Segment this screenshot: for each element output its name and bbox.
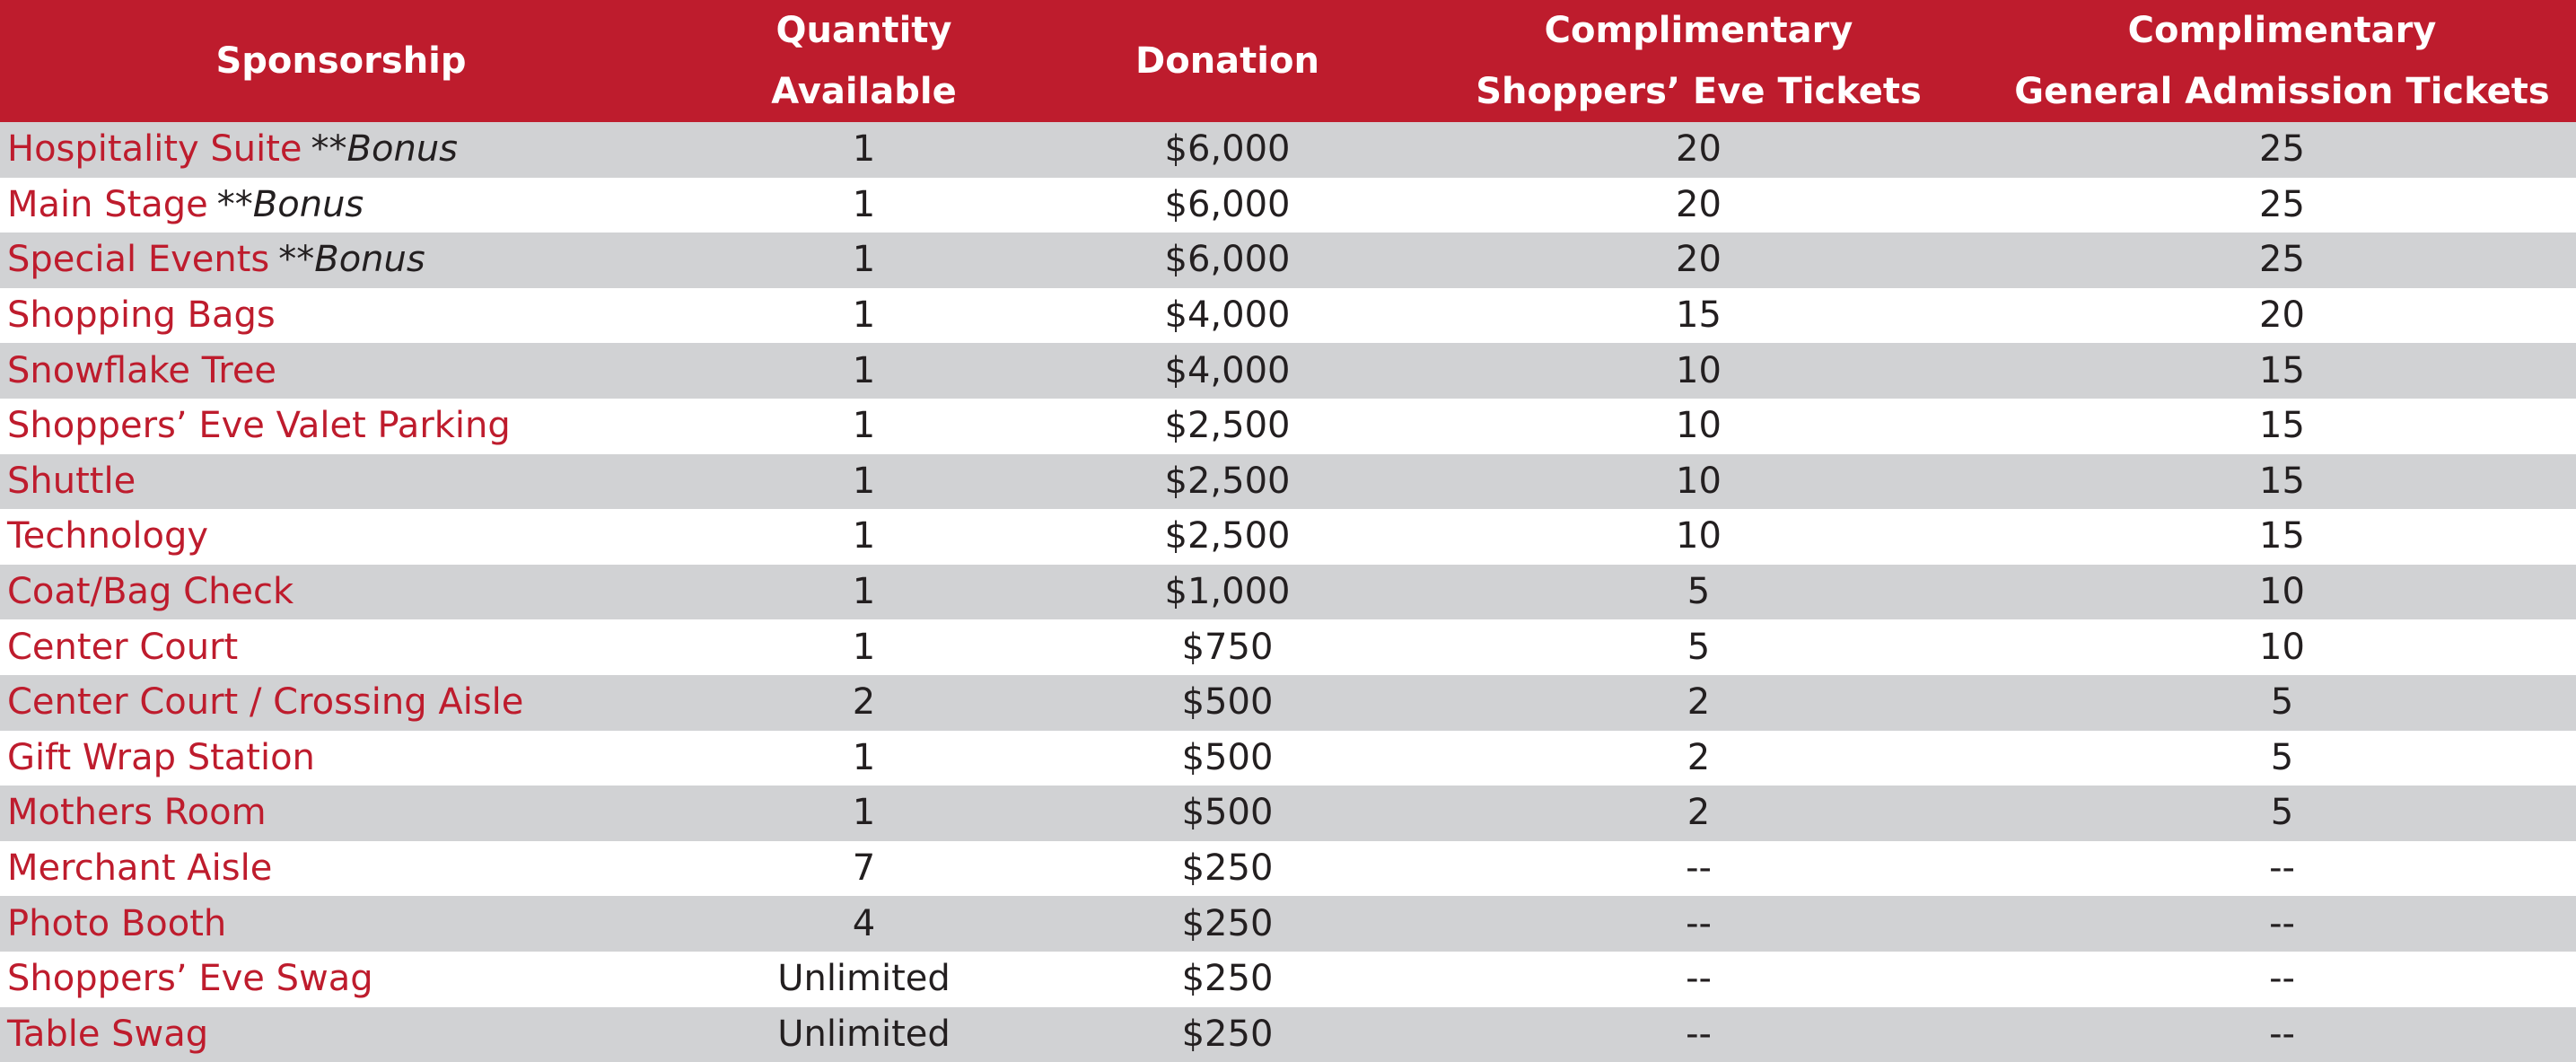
general-admission-tickets-cell: -- <box>1988 841 2576 897</box>
header-sponsorship <box>0 0 682 122</box>
header-general-admission-tickets-line: General Admission Tickets <box>1988 61 2576 122</box>
sponsorship-name-cell <box>0 288 682 344</box>
quantity-cell: 1 <box>682 399 1046 454</box>
table-header <box>0 0 2576 122</box>
donation-cell: $6,000 <box>1046 178 1409 233</box>
shoppers-eve-tickets-cell: 20 <box>1409 233 1988 288</box>
donation-cell: $500 <box>1046 731 1409 786</box>
header-row <box>0 0 2576 122</box>
quantity-cell: 1 <box>682 619 1046 675</box>
header-shoppers-eve-tickets-line: Complimentary <box>1409 0 1988 61</box>
table-row <box>0 675 2576 731</box>
shoppers-eve-tickets-cell: 10 <box>1409 454 1988 510</box>
donation-cell: $4,000 <box>1046 288 1409 344</box>
sponsorship-name: Technology <box>7 515 208 557</box>
sponsorship-name-cell <box>0 509 682 565</box>
sponsorship-name-cell <box>0 178 682 233</box>
general-admission-tickets-cell: 5 <box>1988 675 2576 731</box>
sponsorship-name-cell <box>0 454 682 510</box>
shoppers-eve-tickets-cell: -- <box>1409 896 1988 952</box>
sponsorship-name-cell <box>0 399 682 454</box>
sponsorship-name-cell <box>0 786 682 841</box>
header-sponsorship-line: Sponsorship <box>0 31 682 92</box>
general-admission-tickets-cell: 10 <box>1988 565 2576 620</box>
header-quantity-available-line: Available <box>682 61 1046 122</box>
general-admission-tickets-cell: 20 <box>1988 288 2576 344</box>
header-donation-line: Donation <box>1046 31 1409 92</box>
quantity-cell: Unlimited <box>682 952 1046 1007</box>
sponsorship-name-cell <box>0 1007 682 1062</box>
general-admission-tickets-cell: 25 <box>1988 178 2576 233</box>
general-admission-tickets-cell: 15 <box>1988 399 2576 454</box>
general-admission-tickets-cell: 10 <box>1988 619 2576 675</box>
table-row <box>0 952 2576 1007</box>
table-row <box>0 122 2576 178</box>
shoppers-eve-tickets-cell: 10 <box>1409 399 1988 454</box>
quantity-cell: 2 <box>682 675 1046 731</box>
shoppers-eve-tickets-cell: 2 <box>1409 675 1988 731</box>
quantity-cell: 1 <box>682 731 1046 786</box>
sponsorship-name-cell <box>0 565 682 620</box>
general-admission-tickets-cell: -- <box>1988 1007 2576 1062</box>
table-row <box>0 731 2576 786</box>
quantity-cell: 1 <box>682 565 1046 620</box>
general-admission-tickets-cell: 25 <box>1988 122 2576 178</box>
shoppers-eve-tickets-cell: -- <box>1409 841 1988 897</box>
sponsorship-name: Shopping Bags <box>7 294 276 336</box>
table-row <box>0 233 2576 288</box>
shoppers-eve-tickets-cell: 15 <box>1409 288 1988 344</box>
header-general-admission-tickets-line: Complimentary <box>1988 0 2576 61</box>
quantity-cell: 1 <box>682 288 1046 344</box>
quantity-cell: 4 <box>682 896 1046 952</box>
shoppers-eve-tickets-cell: 5 <box>1409 619 1988 675</box>
table-row <box>0 288 2576 344</box>
donation-cell: $500 <box>1046 786 1409 841</box>
donation-cell: $4,000 <box>1046 343 1409 399</box>
sponsorship-name-cell <box>0 896 682 952</box>
sponsorship-name: Snowflake Tree <box>7 350 276 391</box>
quantity-cell: 7 <box>682 841 1046 897</box>
bonus-label: **Bonus <box>278 239 425 280</box>
quantity-cell: Unlimited <box>682 1007 1046 1062</box>
donation-cell: $250 <box>1046 1007 1409 1062</box>
sponsorship-name: Hospitality Suite <box>7 128 302 170</box>
shoppers-eve-tickets-cell: -- <box>1409 1007 1988 1062</box>
general-admission-tickets-cell: 15 <box>1988 343 2576 399</box>
shoppers-eve-tickets-cell: 10 <box>1409 343 1988 399</box>
header-quantity-available <box>682 0 1046 122</box>
general-admission-tickets-cell: 5 <box>1988 731 2576 786</box>
sponsorship-name: Photo Booth <box>7 903 226 944</box>
table-row <box>0 1007 2576 1062</box>
bonus-label: **Bonus <box>217 184 364 225</box>
general-admission-tickets-cell: 15 <box>1988 509 2576 565</box>
donation-cell: $250 <box>1046 896 1409 952</box>
shoppers-eve-tickets-cell: 2 <box>1409 731 1988 786</box>
table-row <box>0 565 2576 620</box>
general-admission-tickets-cell: 15 <box>1988 454 2576 510</box>
general-admission-tickets-cell: -- <box>1988 952 2576 1007</box>
shoppers-eve-tickets-cell: 5 <box>1409 565 1988 620</box>
header-shoppers-eve-tickets-line: Shoppers’ Eve Tickets <box>1409 61 1988 122</box>
donation-cell: $6,000 <box>1046 233 1409 288</box>
shoppers-eve-tickets-cell: 20 <box>1409 122 1988 178</box>
shoppers-eve-tickets-cell: -- <box>1409 952 1988 1007</box>
quantity-cell: 1 <box>682 178 1046 233</box>
bonus-label: **Bonus <box>311 128 458 170</box>
sponsorship-name-cell <box>0 619 682 675</box>
donation-cell: $6,000 <box>1046 122 1409 178</box>
sponsorship-name-cell <box>0 233 682 288</box>
sponsorship-name-cell <box>0 343 682 399</box>
table-row <box>0 841 2576 897</box>
header-quantity-available-line: Quantity <box>682 0 1046 61</box>
sponsorship-name: Center Court <box>7 627 238 668</box>
sponsorship-name: Shoppers’ Eve Swag <box>7 958 373 999</box>
table-row <box>0 619 2576 675</box>
shoppers-eve-tickets-cell: 10 <box>1409 509 1988 565</box>
quantity-cell: 1 <box>682 509 1046 565</box>
donation-cell: $2,500 <box>1046 399 1409 454</box>
table-row <box>0 509 2576 565</box>
table-row <box>0 399 2576 454</box>
table-body <box>0 122 2576 1062</box>
sponsorship-name: Main Stage <box>7 184 208 225</box>
donation-cell: $500 <box>1046 675 1409 731</box>
donation-cell: $2,500 <box>1046 509 1409 565</box>
sponsorship-name-cell <box>0 122 682 178</box>
table-row <box>0 178 2576 233</box>
sponsorship-name: Table Swag <box>7 1014 208 1055</box>
header-shoppers-eve-tickets <box>1409 0 1988 122</box>
table-row <box>0 896 2576 952</box>
sponsorship-name-cell <box>0 731 682 786</box>
table-row <box>0 454 2576 510</box>
sponsorship-name: Gift Wrap Station <box>7 737 315 778</box>
donation-cell: $2,500 <box>1046 454 1409 510</box>
quantity-cell: 1 <box>682 233 1046 288</box>
general-admission-tickets-cell: -- <box>1988 896 2576 952</box>
donation-cell: $750 <box>1046 619 1409 675</box>
sponsorship-name: Shuttle <box>7 461 136 502</box>
sponsorship-name: Center Court / Crossing Aisle <box>7 681 523 723</box>
sponsorship-name-cell <box>0 675 682 731</box>
table-row <box>0 786 2576 841</box>
sponsorship-name: Mothers Room <box>7 792 267 833</box>
sponsorship-name-cell <box>0 952 682 1007</box>
donation-cell: $250 <box>1046 841 1409 897</box>
quantity-cell: 1 <box>682 122 1046 178</box>
sponsorship-name: Special Events <box>7 239 269 280</box>
quantity-cell: 1 <box>682 454 1046 510</box>
general-admission-tickets-cell: 5 <box>1988 786 2576 841</box>
header-donation <box>1046 0 1409 122</box>
sponsorship-name: Merchant Aisle <box>7 847 272 889</box>
quantity-cell: 1 <box>682 786 1046 841</box>
sponsorship-name: Coat/Bag Check <box>7 571 294 612</box>
general-admission-tickets-cell: 25 <box>1988 233 2576 288</box>
shoppers-eve-tickets-cell: 20 <box>1409 178 1988 233</box>
sponsorship-name-cell <box>0 841 682 897</box>
table-row <box>0 343 2576 399</box>
header-general-admission-tickets <box>1988 0 2576 122</box>
donation-cell: $1,000 <box>1046 565 1409 620</box>
quantity-cell: 1 <box>682 343 1046 399</box>
donation-cell: $250 <box>1046 952 1409 1007</box>
shoppers-eve-tickets-cell: 2 <box>1409 786 1988 841</box>
sponsorship-name: Shoppers’ Eve Valet Parking <box>7 405 511 446</box>
